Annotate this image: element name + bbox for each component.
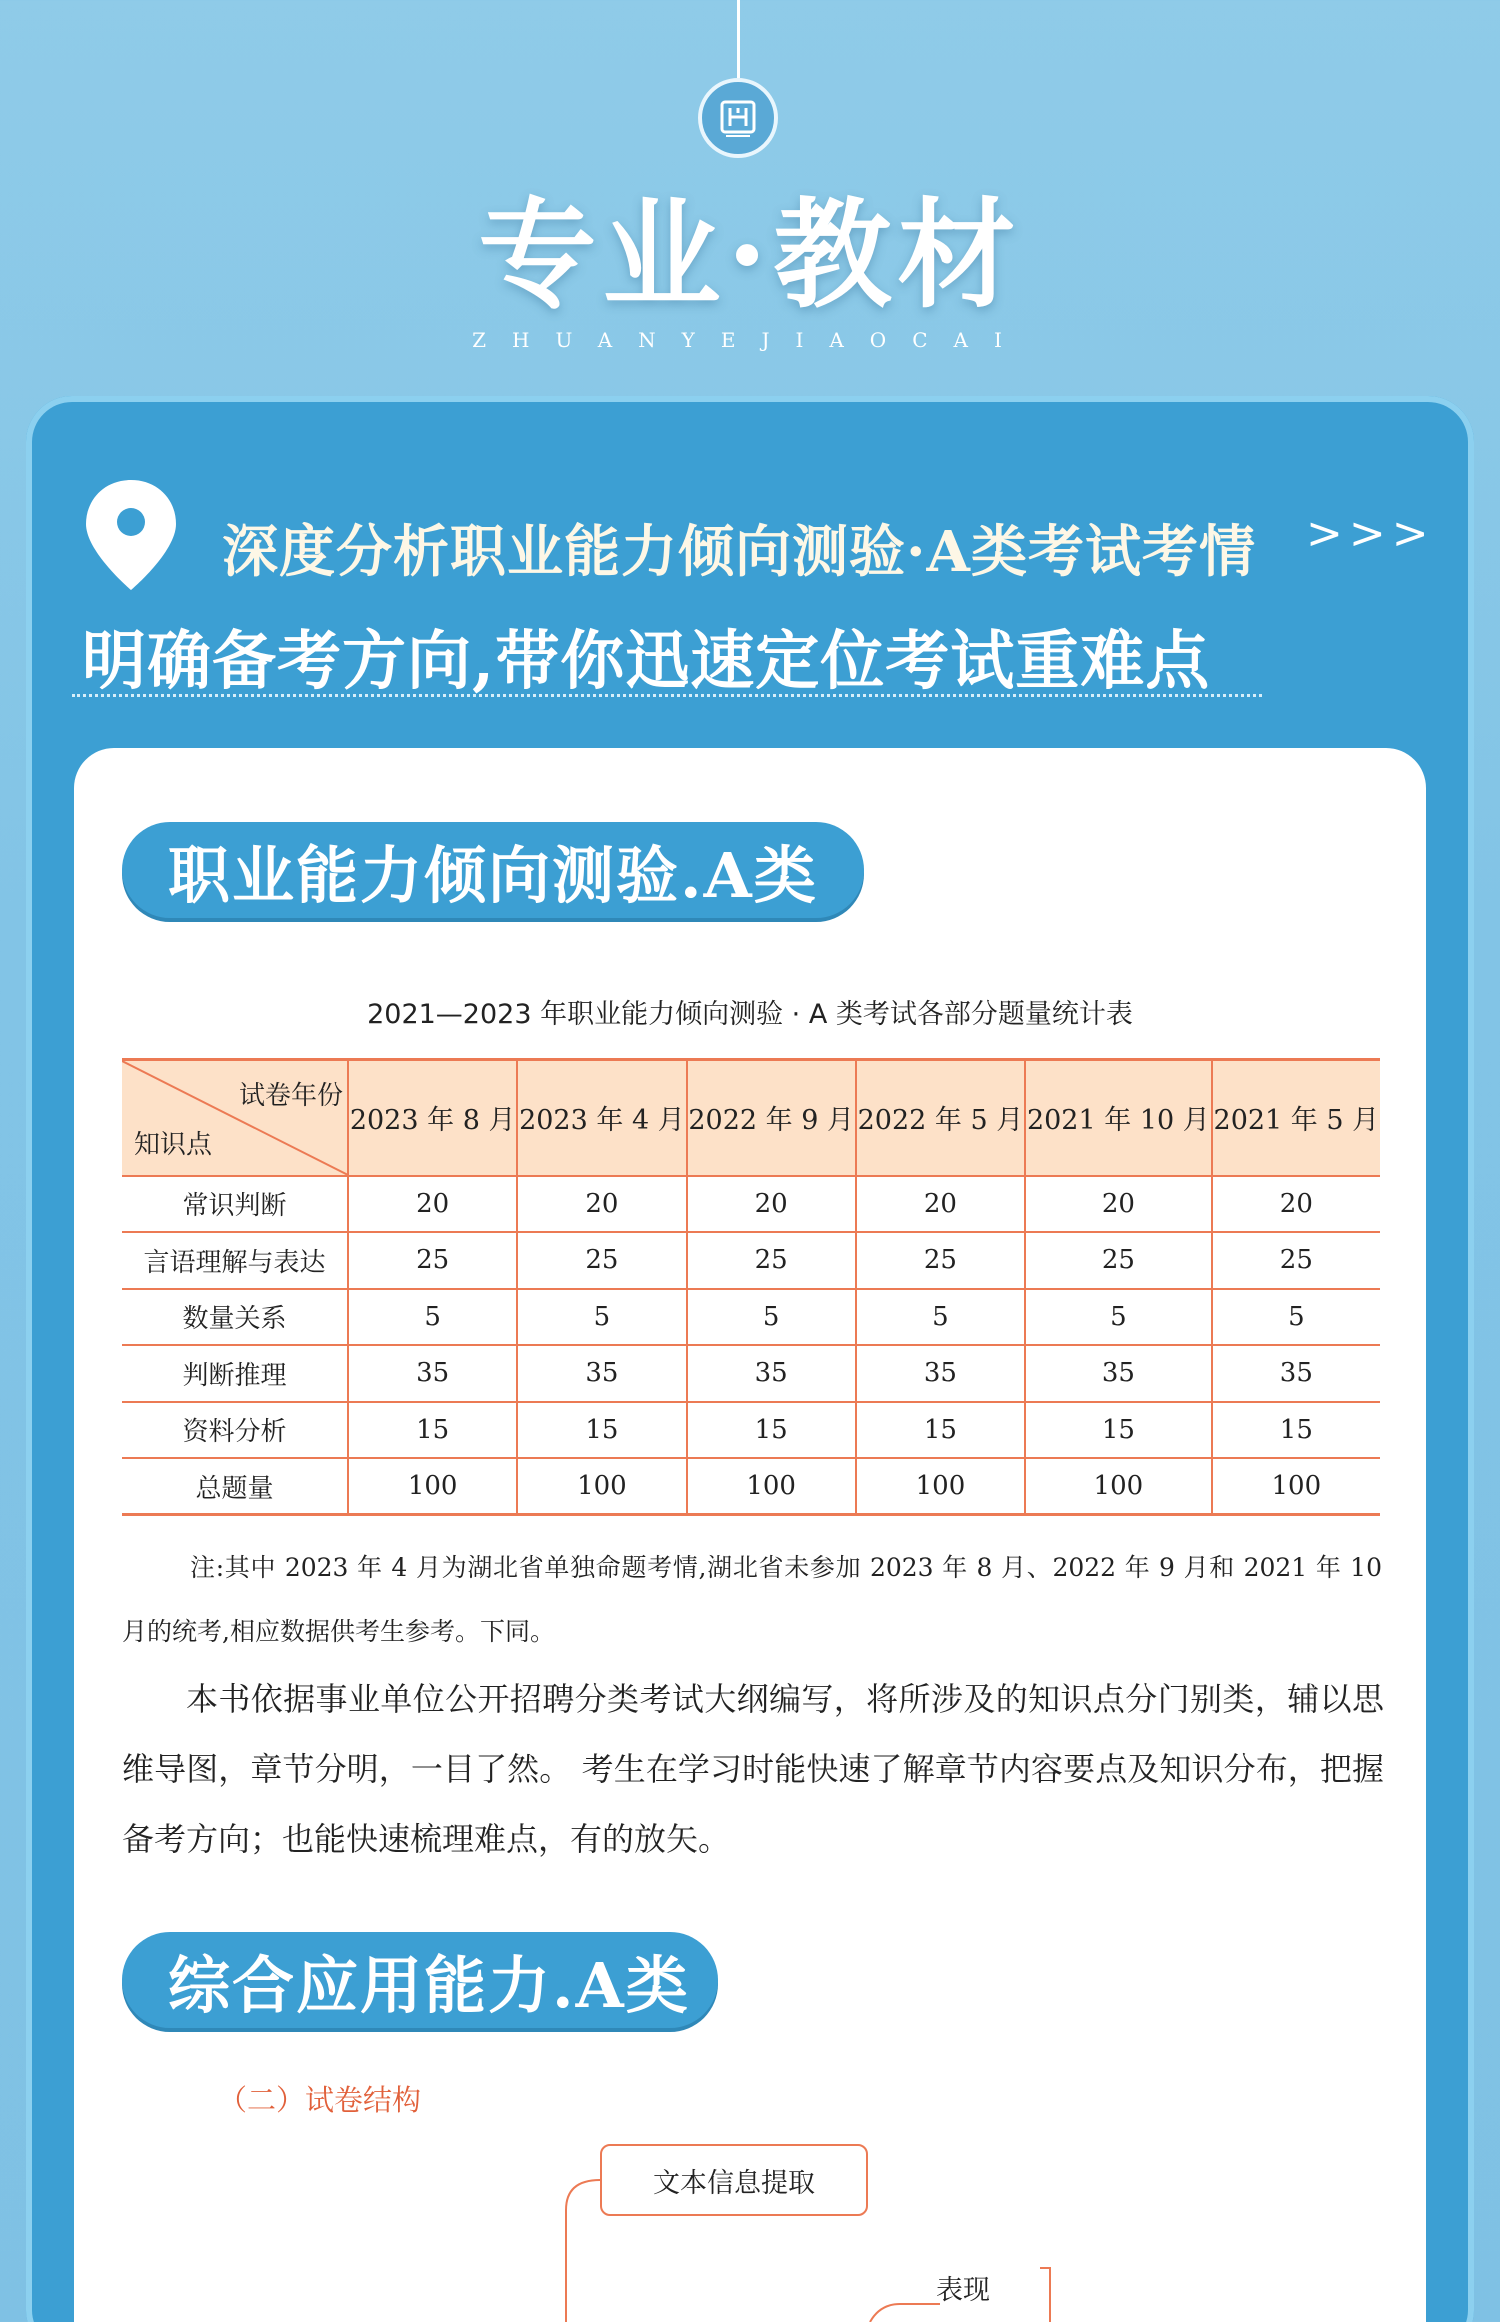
corner-topic-label: 知识点 [134, 1129, 213, 1160]
mindmap-label: 表现 [936, 2275, 990, 2306]
paper-structure-heading: （二）试卷结构 [218, 2083, 422, 2117]
table-cell: 20 [687, 1176, 856, 1233]
mindmap-node: 文本信息提取 [600, 2144, 868, 2216]
row-label: 常识判断 [122, 1176, 348, 1233]
table-title: 2021—2023 年职业能力倾向测验 · A 类考试各部分题量统计表 [367, 999, 1133, 1030]
row-label: 总题量 [122, 1458, 348, 1515]
table-cell: 20 [856, 1176, 1025, 1233]
table-cell: 35 [348, 1345, 517, 1402]
table-cell: 35 [517, 1345, 686, 1402]
section-pill-b: 综合应用能力.A类 [122, 1932, 718, 2028]
table-cell: 20 [1025, 1176, 1212, 1233]
hanger-line [737, 0, 740, 78]
row-label: 判断推理 [122, 1345, 348, 1402]
table-cell: 25 [348, 1232, 517, 1289]
intro-paragraph: 本书依据事业单位公开招聘分类考试大纲编写，将所涉及的知识点分门别类，辅以思维导图，章节分明，一目了然。 考生在学习时能快速了解章节内容要点及知识分布，把握备考方向；也能快速梳理难点，有的放矢。 [122, 1680, 1384, 1858]
table-cell: 100 [687, 1458, 856, 1515]
table-cell: 5 [687, 1289, 856, 1346]
table-cell: 25 [517, 1232, 686, 1289]
row-label: 言语理解与表达 [122, 1232, 348, 1289]
location-pin-icon [82, 476, 180, 594]
table-row-total [122, 1458, 1380, 1515]
hero-subtitle: ZHUANYEJIAOCAI [472, 328, 1028, 352]
dotted-divider [72, 694, 1262, 697]
table-cell: 15 [1025, 1402, 1212, 1459]
book-logo-icon [698, 78, 778, 158]
column-header: 2021 年 5 月 [1212, 1060, 1380, 1176]
table-cell: 25 [687, 1232, 856, 1289]
table-cell: 100 [1212, 1458, 1380, 1515]
section-pill-a: 职业能力倾向测验.A类 [122, 822, 864, 918]
table-cell: 25 [1025, 1232, 1212, 1289]
table-cell: 15 [348, 1402, 517, 1459]
banner-heading: 深度分析职业能力倾向测验·A类考试考情 [222, 519, 1256, 585]
table-cell: 5 [1212, 1289, 1380, 1346]
table-cell: 25 [856, 1232, 1025, 1289]
stats-table [122, 1058, 1380, 1516]
table-row [122, 1289, 1380, 1346]
column-header: 2023 年 4 月 [517, 1060, 686, 1176]
table-cell: 100 [1025, 1458, 1212, 1515]
table-header-row [122, 1060, 1380, 1176]
table-cell: 35 [856, 1345, 1025, 1402]
table-cell: 25 [1212, 1232, 1380, 1289]
table-cell: 35 [1212, 1345, 1380, 1402]
table-cell: 35 [1025, 1345, 1212, 1402]
table-cell: 5 [856, 1289, 1025, 1346]
column-header: 2022 年 9 月 [687, 1060, 856, 1176]
table-cell: 100 [348, 1458, 517, 1515]
table-cell: 15 [687, 1402, 856, 1459]
row-label: 资料分析 [122, 1402, 348, 1459]
row-label: 数量关系 [122, 1289, 348, 1346]
table-cell: 15 [517, 1402, 686, 1459]
table-note: 注:其中 2023 年 4 月为湖北省单独命题考情,湖北省未参加 2023 年 8 月、2022 年 9 月和 2021 年 10 月的统考,相应数据供考生参考。下同。 [122, 1553, 1382, 1646]
arrows-icon: >>> [1306, 508, 1435, 559]
table-cell: 15 [1212, 1402, 1380, 1459]
table-row [122, 1232, 1380, 1289]
banner-tagline: 明确备考方向,带你迅速定位考试重难点 [82, 624, 1211, 699]
table-row [122, 1176, 1380, 1233]
column-header: 2022 年 5 月 [856, 1060, 1025, 1176]
table-cell: 20 [517, 1176, 686, 1233]
table-cell: 20 [348, 1176, 517, 1233]
table-cell: 5 [1025, 1289, 1212, 1346]
table-cell: 15 [856, 1402, 1025, 1459]
table-row [122, 1402, 1380, 1459]
table-cell: 20 [1212, 1176, 1380, 1233]
table-cell: 5 [517, 1289, 686, 1346]
table-cell: 5 [348, 1289, 517, 1346]
hero-title: 专业·教材 [478, 185, 1022, 324]
table-row [122, 1345, 1380, 1402]
table-cell: 100 [856, 1458, 1025, 1515]
column-header: 2021 年 10 月 [1025, 1060, 1212, 1176]
corner-year-label: 试卷年份 [238, 1081, 343, 1111]
column-header: 2023 年 8 月 [348, 1060, 517, 1176]
table-corner-cell [122, 1060, 348, 1176]
table-cell: 35 [687, 1345, 856, 1402]
table-cell: 100 [517, 1458, 686, 1515]
